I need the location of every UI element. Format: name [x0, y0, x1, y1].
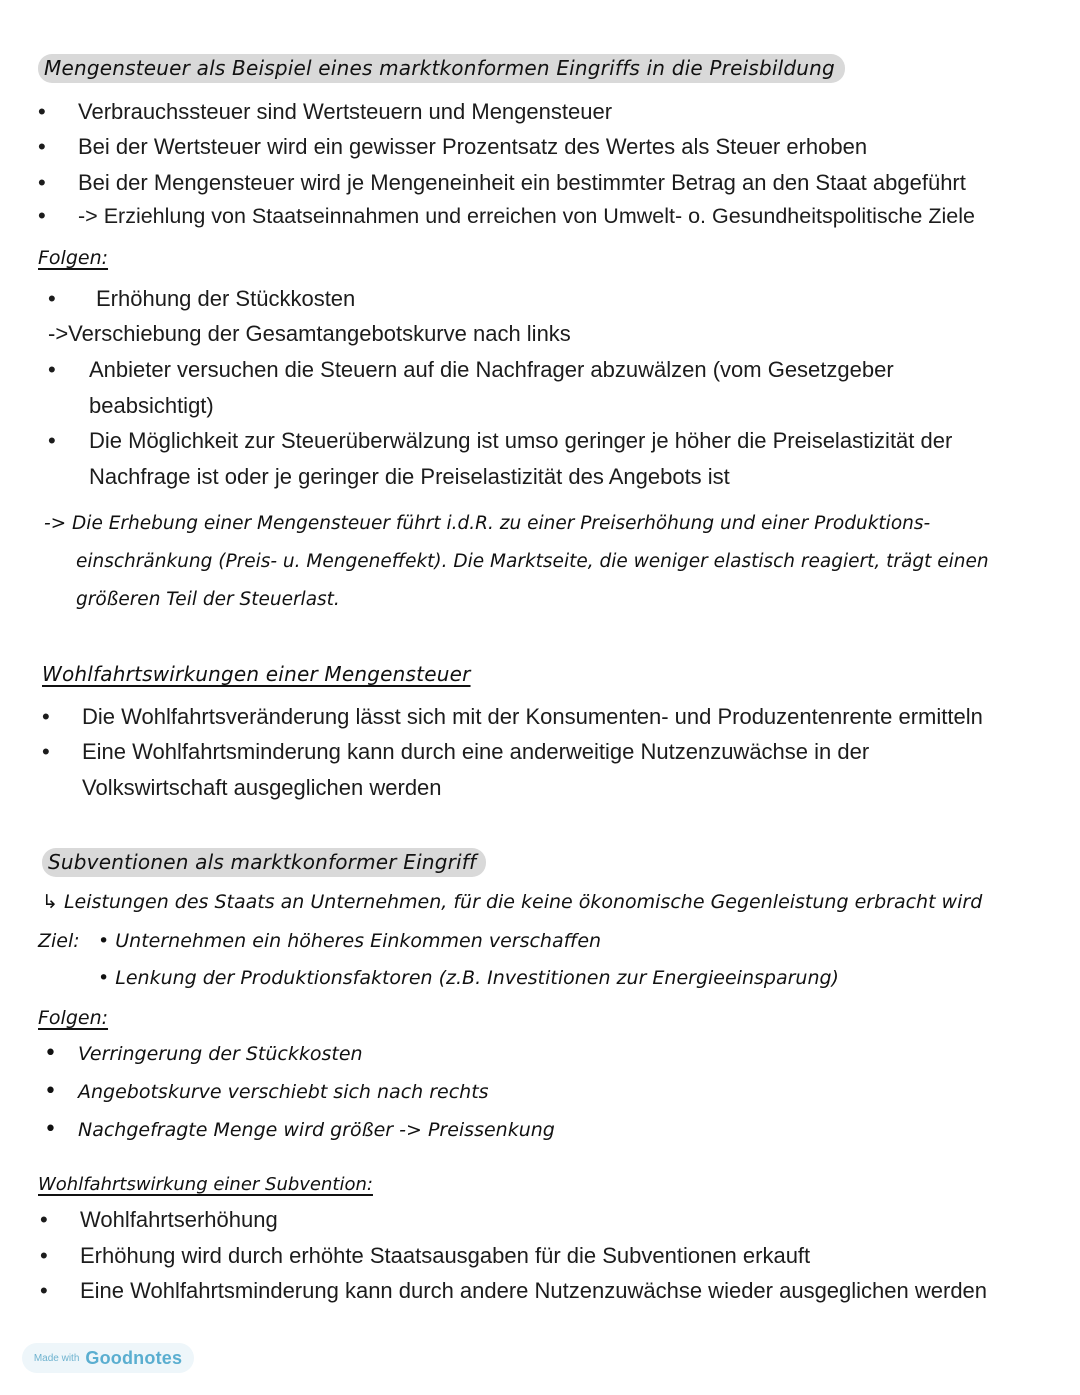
section-heading-wohlfahrt: Wohlfahrtswirkungen einer Mengensteuer	[42, 662, 471, 686]
bullet-dot: •	[42, 739, 50, 764]
folgen-item: Anbieter versuchen die Steuern auf die Nachfrager abzuwälzen (vom Gesetzgeber	[89, 357, 894, 382]
ziel-item: • Lenkung der Produktionsfaktoren (z.B. Investitionen zur Energieeinsparung)	[98, 967, 839, 989]
bullet-dot: •	[40, 1243, 48, 1268]
conclusion-line: -> Die Erhebung einer Mengensteuer führt i.d.R. zu einer Preiserhöhung und einer Produktions-	[44, 513, 931, 534]
ziel-item: • Unternehmen ein höheres Einkommen verschaffen	[98, 930, 602, 952]
bullet-text: Die Wohlfahrtsveränderung lässt sich mit der Konsumenten- und Produzentenrente ermitteln	[82, 704, 983, 729]
bullet-text: Erhöhung wird durch erhöhte Staatsausgaben für die Subventionen erkauft	[80, 1243, 811, 1268]
bullet-text: Eine Wohlfahrtsminderung kann durch andere Nutzenzuwächse wieder ausgeglichen werden	[80, 1278, 988, 1303]
folgen-label: Folgen:	[38, 1007, 109, 1029]
bullet-dot: •	[48, 357, 56, 382]
ziel-label: Ziel:	[38, 930, 80, 952]
bullet-dot: •	[38, 203, 46, 228]
bullet-dot: •	[40, 1278, 48, 1303]
folgen-item-cont: beabsichtigt)	[89, 393, 214, 418]
bullet-dot: •	[38, 99, 46, 124]
bullet-dot: •	[38, 170, 46, 195]
badge-made-with: Made with	[33, 1352, 80, 1364]
bullet-dot: •	[48, 286, 56, 311]
section-heading-subvention-wohlfahrt: Wohlfahrtswirkung einer Subvention:	[38, 1174, 373, 1195]
goodnotes-badge[interactable]	[22, 1343, 194, 1373]
badge-brand: Goodnotes	[85, 1347, 183, 1368]
folgen-item: Erhöhung der Stückkosten	[96, 286, 356, 311]
bullet-text-cont: Volkswirtschaft ausgeglichen werden	[82, 775, 442, 800]
bullet-dot: •	[44, 1117, 57, 1142]
folgen-label: Folgen:	[38, 247, 109, 269]
bullet-dot: •	[48, 428, 56, 453]
bullet-dot: •	[44, 1079, 57, 1104]
conclusion-line: größeren Teil der Steuerlast.	[76, 589, 340, 610]
folgen-item-cont: Nachfrage ist oder je geringer die Preiselastizität des Angebots ist	[89, 464, 730, 489]
bullet-text: Wohlfahrtserhöhung	[80, 1207, 278, 1232]
subvention-definition: ↳ Leistungen des Staats an Unternehmen, für die keine ökonomische Gegenleistung erbracht wird	[42, 891, 983, 913]
folgen-item: Die Möglichkeit zur Steuerüberwälzung ist umso geringer je höher die Preiselastizität der	[89, 428, 953, 453]
arrow-line: ->Verschiebung der Gesamtangebotskurve nach links	[48, 321, 571, 346]
folgen-item: Nachgefragte Menge wird größer -> Preissenkung	[78, 1119, 555, 1141]
folgen-item: Angebotskurve verschiebt sich nach rechts	[78, 1081, 489, 1103]
bullet-text: Bei der Mengensteuer wird je Mengeneinheit ein bestimmter Betrag an den Staat abgeführt	[78, 170, 966, 195]
section-heading-mengensteuer: Mengensteuer als Beispiel eines marktkonformen Eingriffs in die Preisbildung	[38, 56, 845, 80]
bullet-dot: •	[42, 704, 50, 729]
folgen-item: Verringerung der Stückkosten	[78, 1043, 363, 1065]
bullet-text: Eine Wohlfahrtsminderung kann durch eine anderweitige Nutzenzuwächse in der	[82, 739, 870, 764]
bullet-dot: •	[44, 1041, 57, 1066]
bullet-dot: •	[40, 1207, 48, 1232]
conclusion-line: einschränkung (Preis- u. Mengeneffekt). Die Marktseite, die weniger elastisch reagiert, trägt einen	[76, 551, 989, 572]
bullet-text: Bei der Wertsteuer wird ein gewisser Prozentsatz des Wertes als Steuer erhoben	[78, 134, 868, 159]
bullet-dot: •	[38, 134, 46, 159]
bullet-text: -> Erziehlung von Staatseinnahmen und erreichen von Umwelt- o. Gesundheitspolitische Ziele	[78, 204, 975, 228]
section-heading-subventionen: Subventionen als marktkonformer Eingriff	[42, 850, 486, 874]
bullet-text: Verbrauchssteuer sind Wertsteuern und Mengensteuer	[78, 99, 613, 124]
